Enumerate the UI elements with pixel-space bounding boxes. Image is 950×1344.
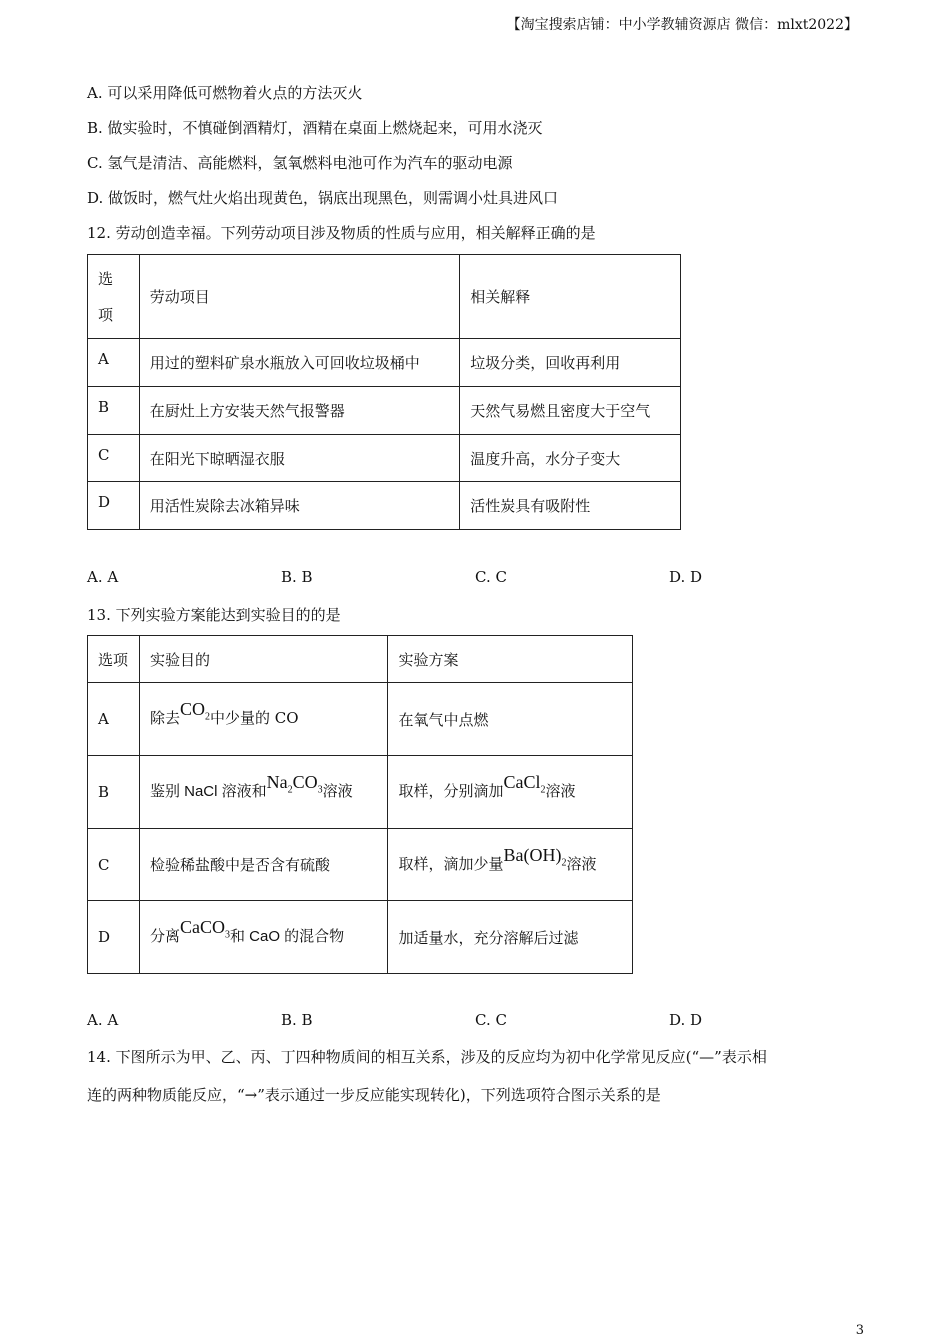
- row-explain: 天然气易燃且密度大于空气: [460, 387, 681, 435]
- row-option: B: [88, 387, 140, 435]
- row-option: C: [88, 435, 140, 482]
- row-option: D: [88, 482, 140, 530]
- header-goal: 实验目的: [139, 636, 388, 683]
- table-row: [88, 901, 633, 974]
- q13-answer-d[interactable]: D. D: [669, 1011, 703, 1029]
- table-row: [88, 435, 681, 482]
- row-option: B: [88, 756, 140, 829]
- q12-answer-b[interactable]: B. B: [281, 568, 313, 586]
- q12-table: [87, 254, 681, 530]
- q11-option-a: A. 可以采用降低可燃物着火点的方法灭火: [87, 84, 363, 102]
- row-plan: 加适量水，充分溶解后过滤: [388, 901, 633, 974]
- formula-baoh2: $Ba(OH)_2$: [503, 844, 567, 869]
- header-plan: 实验方案: [388, 636, 633, 683]
- formula-co2: $CO_2$: [179, 699, 210, 723]
- q13-table: [87, 635, 633, 974]
- row-option: C: [88, 829, 140, 901]
- q13-answer-a[interactable]: A. A: [87, 1011, 119, 1029]
- q13-answer-b[interactable]: B. B: [281, 1011, 313, 1029]
- q12-answer-a[interactable]: A. A: [87, 568, 119, 586]
- row-project: 在厨灶上方安装天然气报警器: [139, 387, 460, 435]
- row-project: 用活性炭除去冰箱异味: [139, 482, 460, 530]
- row-plan: 在氧气中点燃: [388, 683, 633, 756]
- q12-stem: 12. 劳动创造幸福。下列劳动项目涉及物质的性质与应用，相关解释正确的是: [87, 224, 596, 242]
- q12-answer-c[interactable]: C. C: [475, 568, 507, 586]
- table-row: [88, 387, 681, 435]
- row-option: A: [88, 683, 140, 756]
- table-header-row: [88, 636, 633, 683]
- header-explain: 相关解释: [460, 255, 681, 339]
- q11-option-c: C. 氢气是清洁、高能燃料，氢氧燃料电池可作为汽车的驱动电源: [87, 154, 513, 172]
- row-option: A: [88, 339, 140, 387]
- row-plan: 取样，分别滴加CaCl$_2$溶液: [388, 756, 633, 829]
- page-number: 3: [855, 1323, 864, 1338]
- header-project: 劳动项目: [139, 255, 460, 339]
- q13-answer-c[interactable]: C. C: [475, 1011, 507, 1029]
- row-explain: 活性炭具有吸附性: [460, 482, 681, 530]
- table-row: [88, 683, 633, 756]
- row-goal: 检验稀盐酸中是否含有硫酸: [139, 829, 388, 901]
- table-row: [88, 482, 681, 530]
- row-project: 在阳光下晾晒湿衣服: [139, 435, 460, 482]
- q14-line1: 14. 下图所示为甲、乙、丙、丁四种物质间的相互关系，涉及的反应均为初中化学常见反应(“—”表示相: [87, 1048, 767, 1066]
- table-header-row: [88, 255, 681, 339]
- row-goal: 分离CaCO$_3$和 CaO 的混合物: [139, 901, 388, 974]
- row-option: D: [88, 901, 140, 974]
- q11-option-d: D. 做饭时，燃气灶火焰出现黄色，锅底出现黑色，则需调小灶具进风口: [87, 189, 559, 207]
- q12-answer-d[interactable]: D. D: [669, 568, 703, 586]
- row-explain: 温度升高，水分子变大: [460, 435, 681, 482]
- q11-option-b: B. 做实验时，不慎碰倒酒精灯，酒精在桌面上燃烧起来，可用水浇灭: [87, 119, 543, 137]
- header-option: 选项: [88, 636, 140, 683]
- row-goal: 除去$CO_2$中少量的 CO: [139, 683, 388, 756]
- table-row: [88, 829, 633, 901]
- formula-cacl2: CaCl$_2$: [503, 772, 546, 796]
- row-plan: 取样，滴加少量$Ba(OH)_2$溶液: [388, 829, 633, 901]
- page-header: 【淘宝搜索店铺：中小学教辅资源店 微信：mlxt2022】: [506, 17, 858, 33]
- row-goal: 鉴别 NaCl 溶液和$Na_2CO_3$溶液: [139, 756, 388, 829]
- formula-caco3: CaCO$_3$: [179, 917, 230, 941]
- q14-line2: 连的两种物质能反应，“→”表示通过一步反应能实现转化)，下列选项符合图示关系的是: [87, 1086, 661, 1104]
- q13-stem: 13. 下列实验方案能达到实验目的的是: [87, 606, 341, 624]
- formula-na2co3: $Na_2CO_3$: [266, 772, 323, 796]
- table-row: [88, 339, 681, 387]
- row-project: 用过的塑料矿泉水瓶放入可回收垃圾桶中: [139, 339, 460, 387]
- row-explain: 垃圾分类，回收再利用: [460, 339, 681, 387]
- table-row: [88, 756, 633, 829]
- header-option: 选 项: [88, 255, 140, 339]
